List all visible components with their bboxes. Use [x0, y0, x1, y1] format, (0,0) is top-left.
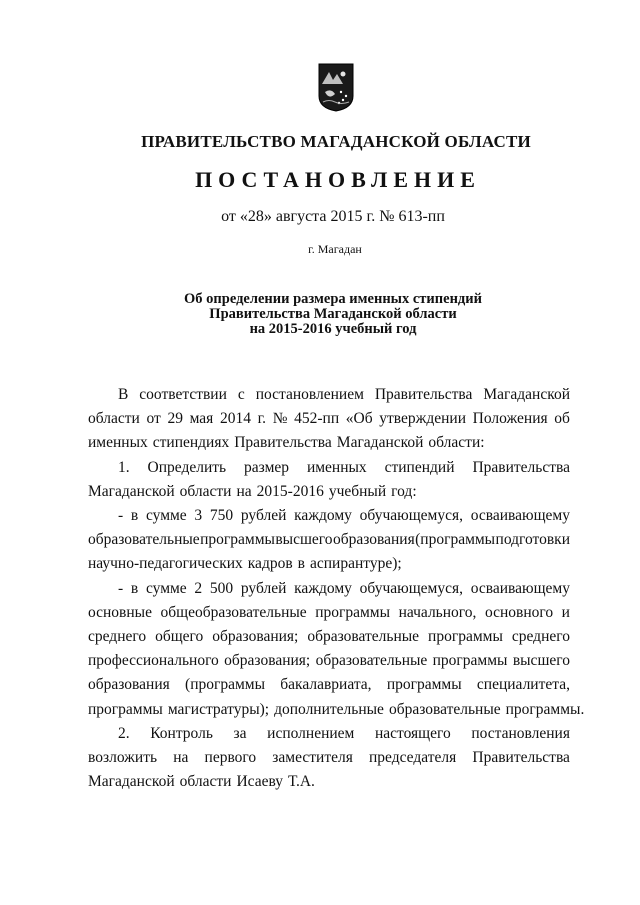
word: Определить: [147, 458, 227, 476]
text-line: [88, 407, 570, 431]
word: в: [130, 579, 139, 597]
word: именных: [88, 434, 148, 452]
word: программы: [88, 700, 163, 718]
word: области:: [428, 434, 485, 452]
word: 3: [194, 507, 203, 525]
word: каждому: [294, 579, 352, 597]
word: высшего: [275, 531, 333, 549]
word: среднего: [88, 628, 147, 646]
organization-name: ПРАВИТЕЛЬСТВО МАГАДАНСКОЙ ОБЛАСТИ: [141, 132, 531, 151]
document-date-number: от «28» августа 2015 г. № 613-пп: [221, 208, 445, 225]
word: рублей: [240, 579, 287, 597]
paragraph-amount-1: [88, 504, 570, 577]
text-line: [88, 480, 570, 504]
word: образовательные: [388, 700, 501, 718]
word: общего: [155, 628, 204, 646]
word: области: [88, 410, 140, 428]
word: Правительства: [234, 434, 332, 452]
word: председателя: [369, 749, 457, 767]
word: (программы: [185, 676, 266, 694]
title-line: на 2015-2016 учебный год: [249, 321, 417, 337]
word: образовательные: [315, 652, 428, 670]
word: начального,: [398, 603, 477, 621]
word: осваивающему: [470, 507, 570, 525]
word: Т.А.: [288, 773, 315, 791]
word: 2015-2016: [256, 482, 324, 500]
document-title: [0, 292, 640, 337]
title-line: Правительства Магаданской области: [209, 306, 457, 322]
word: об: [554, 410, 570, 428]
word: (программы: [415, 531, 496, 549]
word: первого: [204, 749, 257, 767]
word: среднего: [511, 628, 570, 646]
text-line: [88, 383, 570, 407]
word: постановлением: [255, 386, 364, 403]
word: подготовки: [495, 531, 570, 549]
word: в: [297, 555, 305, 573]
word: программы.: [505, 700, 585, 718]
word: области: [179, 773, 232, 791]
word: основные: [88, 603, 152, 621]
word: утверждении: [379, 410, 467, 428]
text-line: [88, 673, 570, 697]
word: бакалавриата,: [280, 676, 372, 694]
text-line: [88, 577, 570, 601]
word: программы: [386, 676, 462, 694]
word: Магаданской: [336, 434, 424, 452]
word: размер: [244, 458, 290, 476]
word: -: [118, 507, 124, 525]
word: -: [118, 579, 124, 597]
word: Положения: [472, 410, 548, 428]
word: высшего: [512, 652, 570, 670]
word: 500: [209, 579, 234, 597]
text-line: [88, 456, 570, 480]
word: специалитета,: [476, 676, 570, 694]
word: кадров: [247, 555, 293, 573]
word: основного: [484, 603, 554, 621]
text-line: [88, 746, 570, 770]
text-line: [88, 431, 570, 455]
document-body: [88, 383, 585, 794]
word: 29: [167, 410, 183, 428]
word: каждому: [294, 507, 352, 525]
paragraph-preamble: [88, 383, 570, 456]
word: именных: [306, 458, 367, 476]
text-line: [88, 528, 570, 552]
word: Магаданской: [88, 773, 175, 791]
word: Магаданской: [483, 386, 570, 403]
word: 452-пп: [294, 410, 340, 428]
paragraph-item-1: [88, 456, 570, 504]
text-line: [88, 649, 570, 673]
text-line: [88, 625, 570, 649]
word: в: [130, 507, 139, 525]
word: образования: [332, 531, 415, 549]
document-city: г. Магадан: [308, 242, 362, 256]
word: стипендий: [384, 458, 455, 476]
word: соответствии: [139, 386, 227, 403]
word: стипендиях: [152, 434, 230, 452]
word: мая: [189, 410, 214, 428]
text-line: [88, 601, 570, 625]
word: Магаданской: [88, 482, 175, 500]
title-line: Об определении размера именных стипендий: [184, 291, 482, 307]
text-line: [88, 722, 570, 746]
word: с: [237, 386, 245, 403]
word: год:: [391, 482, 417, 500]
word: г.: [257, 410, 267, 428]
word: Правительства: [472, 749, 570, 767]
word: программы: [315, 603, 391, 621]
text-line: [88, 698, 585, 722]
document-type: ПОСТАНОВЛЕНИЕ: [195, 167, 481, 192]
word: аспирантуре);: [309, 555, 402, 573]
word: №: [272, 410, 288, 428]
word: заместителя: [272, 749, 353, 767]
paragraph-amount-2: [88, 577, 585, 722]
text-line: [88, 504, 570, 528]
word: 2014: [219, 410, 251, 428]
word: 2.: [118, 724, 130, 742]
word: постановления: [471, 724, 570, 742]
word: 2: [194, 579, 203, 597]
word: магистратуры);: [167, 700, 270, 718]
word: программы: [428, 628, 503, 646]
text-line: [88, 770, 570, 794]
text-line: [88, 552, 570, 576]
word: рублей: [240, 507, 287, 525]
word: исполнением: [267, 724, 355, 742]
word: дополнительные: [274, 700, 384, 718]
word: образовательные: [88, 531, 200, 549]
word: учебный: [328, 482, 387, 500]
word: Правительства: [374, 386, 473, 403]
word: профессионального: [88, 652, 219, 670]
word: В: [118, 386, 129, 403]
word: Правительства: [472, 458, 570, 476]
word: сумме: [145, 579, 187, 597]
word: Исаеву: [236, 773, 284, 791]
word: от: [146, 410, 161, 428]
word: программы: [200, 531, 275, 549]
word: за: [233, 724, 247, 742]
word: настоящего: [374, 724, 451, 742]
word: обучающемуся,: [359, 579, 463, 597]
word: на: [173, 749, 189, 767]
word: «Об: [345, 410, 373, 428]
paragraph-item-2: [88, 722, 570, 795]
word: программы: [432, 652, 508, 670]
word: Контроль: [150, 724, 213, 742]
word: общеобразовательные: [160, 603, 307, 621]
word: образования: [88, 676, 170, 694]
word: 1.: [118, 458, 130, 476]
word: на: [236, 482, 252, 500]
magadan-coat-of-arms-icon: [317, 62, 355, 112]
word: осваивающему: [470, 579, 570, 597]
word: образования;: [224, 652, 311, 670]
word: и: [561, 603, 570, 621]
word: возложить: [88, 749, 158, 767]
word: 750: [209, 507, 234, 525]
word: сумме: [145, 507, 187, 525]
word: обучающемуся,: [359, 507, 463, 525]
word: образовательные: [307, 628, 420, 646]
word: области: [179, 482, 232, 500]
word: образования;: [212, 628, 299, 646]
word: научно-педагогических: [88, 555, 243, 573]
